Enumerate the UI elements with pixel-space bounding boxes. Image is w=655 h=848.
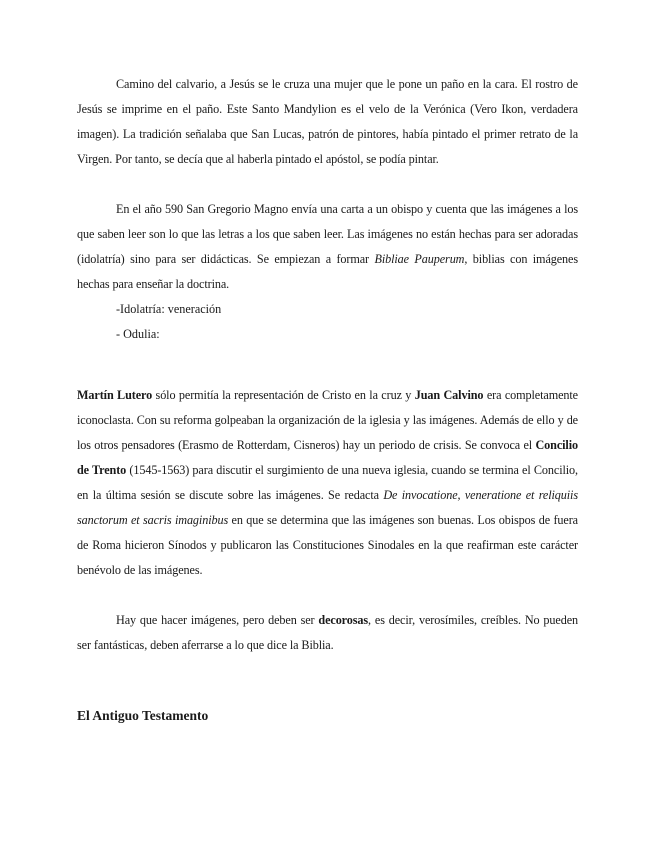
decree-title: De invocatione, veneratione et reliquiis sanctorum et sacris imaginibus [77,488,578,527]
paragraph-decorosas-text-a: Hay que hacer imágenes, pero deben ser [116,613,319,627]
name-concilio-trento: Concilio de Trento [77,438,578,477]
paragraph-reforma-text-3: (1545-1563) para discutir el surgimiento de una nueva iglesia, cuando se termina el Concilio, en la última sesión se discute sobre las imágenes. Se redacta [77,463,578,502]
paragraph-decorosas [77,608,578,658]
paragraph-gregorio-text-a: En el año 590 San Gregorio Magno envía una carta a un obispo y cuenta que las imágenes a los que saben leer son lo que las letras a los que saben leer. Las imágenes no están hechas para ser adoradas (idolatría) sino para ser didácticas. Se empiezan a formar [77,202,578,266]
paragraph-reforma [77,383,578,583]
term-decorosas: decorosas [318,613,369,627]
paragraph-decorosas-text-b: , es decir, verosímiles, creíbles. No pueden ser fantásticas, deben aferrarse a lo que dice la Biblia. [77,613,579,652]
paragraph-reforma-text-4: en que se determina que las imágenes son buenas. Los obispos de fuera de Roma hicieron Sínodos y publicaron las Constituciones Sinodales en la que reafirman este carácter benévolo de las imágenes. [77,513,578,577]
document-page [77,72,578,726]
list-item-odulia: - Odulia: [116,327,160,341]
paragraph-reforma-text-1: sólo permitía la representación de Cristo en la cruz y [152,388,415,402]
paragraph-gregorio-text-b: , biblias con imágenes hechas para enseñar la doctrina. [77,252,578,291]
name-juan-calvino: Juan Calvino [414,388,484,402]
paragraph-veronica: Camino del calvario, a Jesús se le cruza una mujer que le pone un paño en la cara. El rostro de Jesús se imprime en el paño. Este Santo Mandylion es el velo de la Verónica (Vero Ikon, verdadera imagen). La tradición señalaba que San Lucas, patrón de pintores, había pintado el primer retrato de la Virgen. Por tanto, se decía que al haberla pintado el apóstol, se podía pintar. [77,77,578,166]
bibliae-pauperum-title: Bibliae Pauperum [374,252,465,266]
name-martin-lutero: Martín Lutero [77,388,153,402]
paragraph-reforma-text-2: era completamente iconoclasta. Con su reforma golpeaban la organización de la iglesia y las imágenes. Además de ello y de los otros pensadores (Erasmo de Rotterdam, Cisneros) hay un periodo de crisis. Se convoca el [77,388,578,452]
list-item-idolatria: -Idolatría: veneración [116,302,222,316]
paragraph-gregorio [77,197,578,297]
section-heading: El Antiguo Testamento [77,708,209,723]
